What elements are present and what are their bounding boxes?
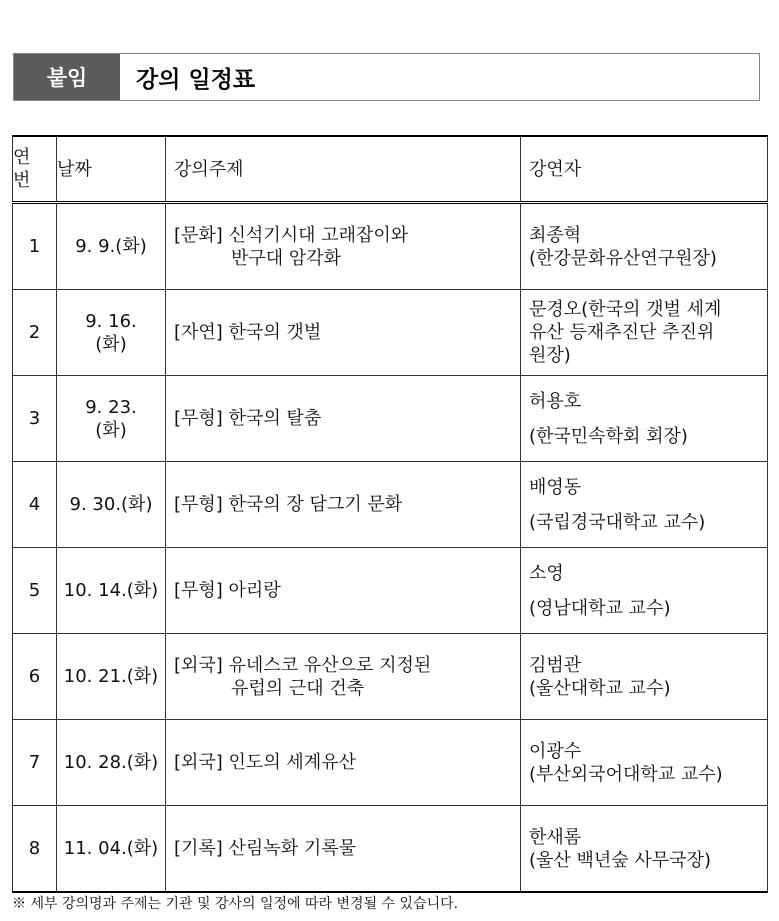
- row-date: 10. 14.(화): [57, 548, 166, 634]
- speaker-name: 한새롬: [529, 826, 582, 848]
- topic-line: 반구대 암각화: [231, 247, 342, 269]
- table-row: [13, 290, 768, 376]
- row-date: 9. 30.(화): [57, 462, 166, 548]
- topic-line: [외국] 유네스코 유산으로 지정된: [174, 654, 432, 676]
- row-date: 10. 28.(화): [57, 720, 166, 806]
- row-speaker: [521, 634, 768, 720]
- header-topic: 강의주제: [166, 136, 521, 203]
- speaker-affiliation: (울산 백년숲 사무국장): [529, 849, 711, 871]
- row-topic: [기록] 산림녹화 기록물: [166, 806, 521, 893]
- header-date: 날짜: [57, 136, 166, 203]
- speaker-line: 문경오(한국의 갯벌 세계: [529, 299, 722, 320]
- row-date: 10. 21.(화): [57, 634, 166, 720]
- speaker-name: 김범관: [529, 654, 582, 676]
- row-no: 2: [13, 290, 57, 376]
- lecture-schedule-table: [12, 135, 768, 893]
- header-speaker: 강연자: [521, 136, 768, 203]
- table-row: [13, 720, 768, 806]
- row-speaker: [521, 806, 768, 893]
- page-header: [13, 53, 760, 101]
- speaker-affiliation: (영남대학교 교수): [529, 597, 671, 619]
- row-date: [57, 376, 166, 462]
- date-line: 9. 16.: [85, 310, 137, 332]
- table-row: [13, 376, 768, 462]
- row-topic: [무형] 한국의 장 담그기 문화: [166, 462, 521, 548]
- row-topic: [166, 203, 521, 290]
- table-header-row: [13, 136, 768, 203]
- row-speaker: [521, 290, 768, 376]
- speaker-line: 원장): [529, 345, 571, 366]
- row-speaker: [521, 720, 768, 806]
- speaker-affiliation: (부산외국어대학교 교수): [529, 763, 723, 785]
- row-no: 7: [13, 720, 57, 806]
- row-speaker: [521, 376, 768, 462]
- table-row: [13, 462, 768, 548]
- speaker-affiliation: (울산대학교 교수): [529, 677, 671, 699]
- row-topic: [무형] 한국의 탈춤: [166, 376, 521, 462]
- page-title: 강의 일정표: [136, 66, 256, 93]
- row-no: 5: [13, 548, 57, 634]
- row-topic: [자연] 한국의 갯벌: [166, 290, 521, 376]
- speaker-affiliation: (한국민속학회 회장): [529, 425, 688, 447]
- speaker-name: 이광수: [529, 740, 582, 762]
- row-date: [57, 290, 166, 376]
- speaker-name: 배영동: [529, 476, 582, 498]
- speaker-line: 유산 등재추진단 추진위: [529, 322, 715, 343]
- row-speaker: [521, 203, 768, 290]
- row-no: 3: [13, 376, 57, 462]
- row-date: 9. 9.(화): [57, 203, 166, 290]
- date-line: 9. 23.: [85, 396, 137, 418]
- speaker-affiliation: (국립경국대학교 교수): [529, 511, 706, 533]
- row-no: 8: [13, 806, 57, 893]
- row-no: 4: [13, 462, 57, 548]
- table-row: [13, 634, 768, 720]
- table-row: [13, 203, 768, 290]
- speaker-name: 최종혁: [529, 224, 582, 246]
- row-topic: [166, 634, 521, 720]
- topic-line: 유럽의 근대 건축: [231, 677, 365, 699]
- date-line: (화): [95, 333, 127, 355]
- attachment-tag: 붙임: [14, 54, 120, 100]
- speaker-name: 허용호: [529, 390, 582, 412]
- row-no: 1: [13, 203, 57, 290]
- header-no-line2: 번: [13, 170, 31, 191]
- header-no: [13, 136, 57, 203]
- row-speaker: [521, 548, 768, 634]
- topic-line: [문화] 신석기시대 고래잡이와: [174, 224, 409, 246]
- speaker-affiliation: (한강문화유산연구원장): [529, 247, 717, 269]
- row-speaker: [521, 462, 768, 548]
- table-row: [13, 548, 768, 634]
- table-row: [13, 806, 768, 893]
- row-date: 11. 04.(화): [57, 806, 166, 893]
- speaker-name: 소영: [529, 562, 564, 584]
- date-line: (화): [95, 419, 127, 441]
- footnote: ※ 세부 강의명과 주제는 기관 및 강사의 일정에 따라 변경될 수 있습니다.: [12, 896, 459, 912]
- header-no-line1: 연: [13, 147, 31, 168]
- row-topic: [외국] 인도의 세계유산: [166, 720, 521, 806]
- row-topic: [무형] 아리랑: [166, 548, 521, 634]
- row-no: 6: [13, 634, 57, 720]
